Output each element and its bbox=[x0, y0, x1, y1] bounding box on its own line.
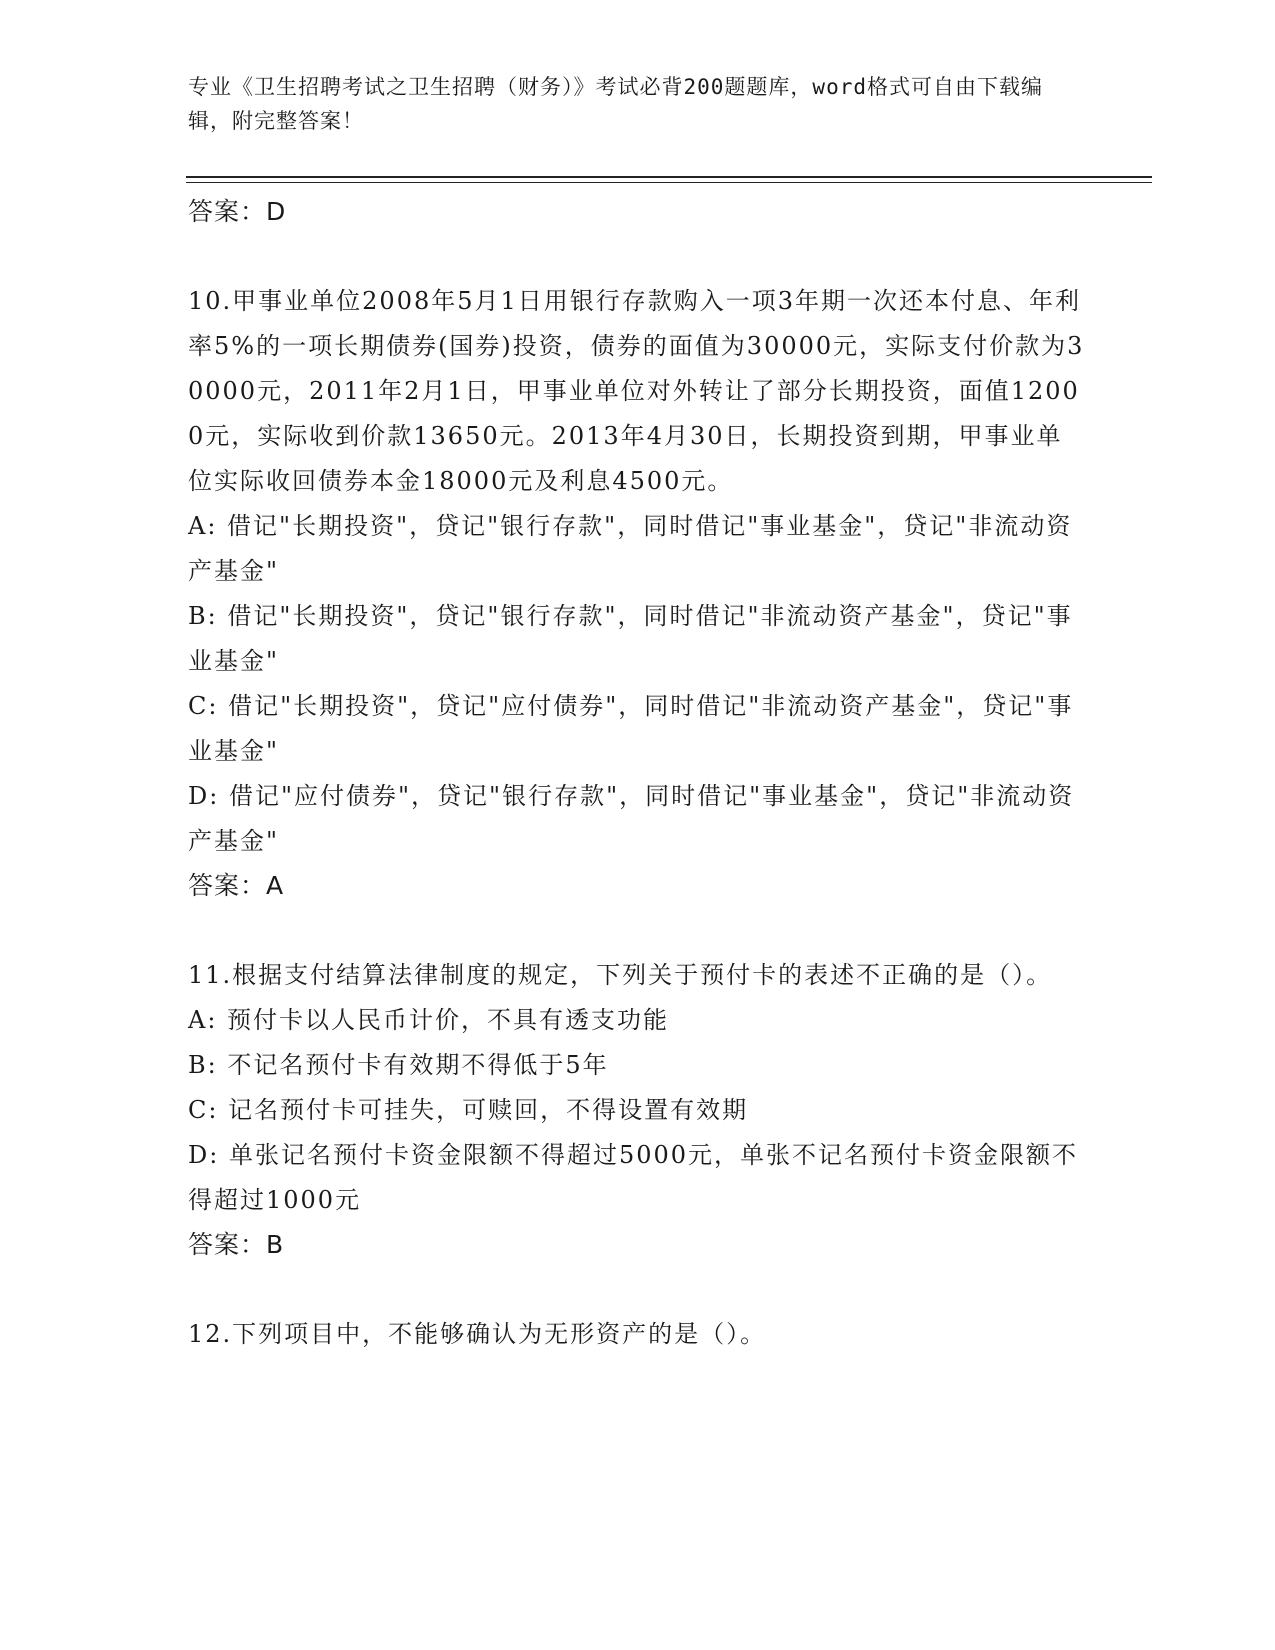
option-c: C: 记名预付卡可挂失，可赎回，不得设置有效期 bbox=[188, 1096, 749, 1124]
document-body bbox=[188, 190, 1088, 1357]
answer-q11: 答案：B bbox=[188, 1230, 285, 1259]
option-b: B: 借记"长期投资"，贷记"银行存款"，同时借记"非流动资产基金"，贷记"事业基金" bbox=[188, 602, 1073, 675]
answer-q10: 答案：A bbox=[188, 871, 285, 900]
question-text: 12.下列项目中，不能够确认为无形资产的是（）。 bbox=[188, 1320, 767, 1348]
option-d: D: 借记"应付债券"，贷记"银行存款"，同时借记"事业基金"，贷记"非流动资产基金" bbox=[188, 782, 1075, 855]
answer-q9: 答案：D bbox=[188, 197, 287, 226]
header-rule-thin bbox=[186, 182, 1152, 183]
spacer bbox=[188, 234, 1088, 279]
spacer bbox=[188, 908, 1088, 953]
question-11 bbox=[188, 953, 1088, 1267]
spacer bbox=[188, 1267, 1088, 1312]
option-b: B: 不记名预付卡有效期不得低于5年 bbox=[188, 1051, 609, 1079]
question-12 bbox=[188, 1312, 1088, 1357]
question-text: 11.根据支付结算法律制度的规定，下列关于预付卡的表述不正确的是（）。 bbox=[188, 961, 1053, 989]
header-rule-thick bbox=[186, 176, 1152, 178]
option-c: C: 借记"长期投资"，贷记"应付债券"，同时借记"非流动资产基金"，贷记"事业基金" bbox=[188, 692, 1074, 765]
question-text: 10.甲事业单位2008年5月1日用银行存款购入一项3年期一次还本付息、年利率5%的一项长期债券(国券)投资，债券的面值为30000元，实际支付价款为30000元，2011年2月1日，甲事业单位对外转让了部分长期投资，面值12000元，实际收到价款13650元。2013年4月30日，长期投资到期，甲事业单位实际收回债券本金18000元及利息4500元。 bbox=[188, 287, 1085, 495]
question-10 bbox=[188, 279, 1088, 908]
option-a: A: 借记"长期投资"，贷记"银行存款"，同时借记"事业基金"，贷记"非流动资产基金" bbox=[188, 512, 1073, 585]
option-d: D: 单张记名预付卡资金限额不得超过5000元，单张不记名预付卡资金限额不得超过1000元 bbox=[188, 1141, 1079, 1214]
option-a: A: 预付卡以人民币计价，不具有透支功能 bbox=[188, 1006, 670, 1034]
document-header: 专业《卫生招聘考试之卫生招聘（财务）》考试必背200题题库，word格式可自由下载编辑，附完整答案！ bbox=[188, 75, 1043, 133]
